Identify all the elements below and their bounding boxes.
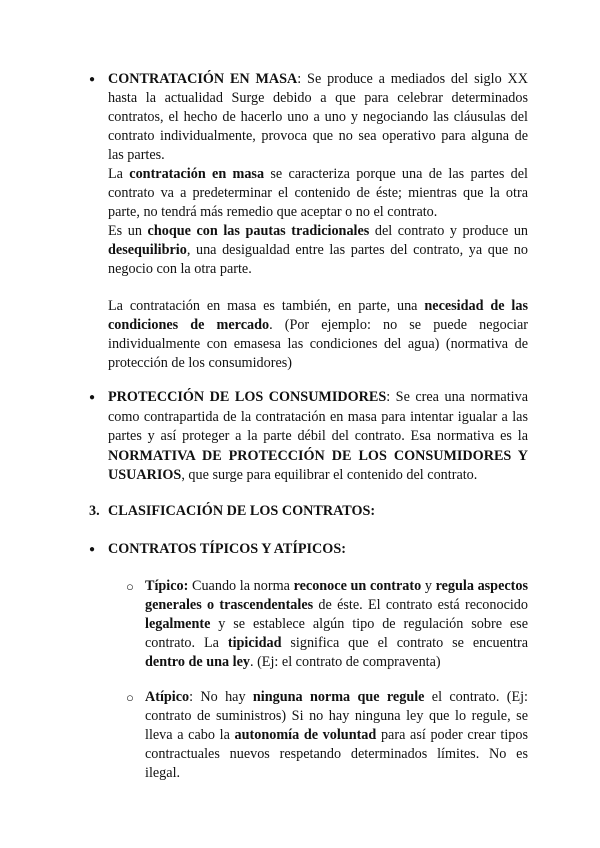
heading-proteccion-consumidores: PROTECCIÓN DE LOS CONSUMIDORES <box>108 389 387 405</box>
paragraph-contratacion-masa: CONTRATACIÓN EN MASA: Se produce a mediados del siglo XX hasta la actualidad Surge debido a que para celebrar determinados contratos, el hecho de hacerlo uno a uno y negociando las cláusulas del contrato individualmente, provoca que no sea operativo para alguna de las partes. <box>108 71 528 163</box>
hollow-bullet-icon: ○ <box>126 690 134 705</box>
paragraph-choque: Es un choque con las pautas tradicionales del contrato y produce un desequilibrio, una desigualdad entre las partes del contrato, ya que no negocio con la otra parte. <box>108 223 529 277</box>
section-number: 3. <box>89 503 100 519</box>
paragraph-proteccion-consumidores: PROTECCIÓN DE LOS CONSUMIDORES: Se crea una normativa como contrapartida de la contratación en masa para intentar igualar a las partes y así proteger a la parte débil del contrato. Esa normativa es la NORMATIVA DE PROTECCIÓN DE LOS CONSUMIDORES Y USUARIOS, que surge para equilibrar el contenido del contrato. <box>108 389 528 483</box>
bullet-icon: ● <box>89 392 96 403</box>
heading-contratos-tipicos: CONTRATOS TÍPICOS Y ATÍPICOS: <box>108 541 346 557</box>
bullet-icon: ● <box>89 74 96 85</box>
paragraph-atipico: Atípico: No hay ninguna norma que regule el contrato. (Ej: contrato de suministros) Si no hay ninguna ley que lo regule, se lleva a cabo la autonomía de voluntad para así poder crear tipos contractuales nuevos respetando determinados límites. No es ilegal. <box>145 689 528 781</box>
paragraph-caracteristica: La contratación en masa se caracteriza porque una de las partes del contrato va a predeterminar el contenido de éste; mientras que la otra parte, no tendrá más remedio que aceptar o no el contrato. <box>108 166 528 220</box>
section-heading-clasificacion: CLASIFICACIÓN DE LOS CONTRATOS: <box>108 503 376 519</box>
paragraph-necesidad: La contratación en masa es también, en parte, una necesidad de las condiciones de mercado. (Por ejemplo: no se puede negociar individualmente con emasesa las condiciones del agua) (normativa de protección de los consumidores) <box>108 298 529 371</box>
bullet-icon: ● <box>89 544 96 555</box>
paragraph-tipico: Típico: Cuando la norma reconoce un contrato y regula aspectos generales o trascendentales de éste. El contrato está reconocido legalmente y se establece algún tipo de regulación sobre ese contrato. La tipicidad significa que el contrato se encuentra dentro de una ley. (Ej: el contrato de compraventa) <box>145 578 529 670</box>
hollow-bullet-icon: ○ <box>126 579 134 594</box>
heading-contratacion-masa: CONTRATACIÓN EN MASA <box>108 71 298 87</box>
